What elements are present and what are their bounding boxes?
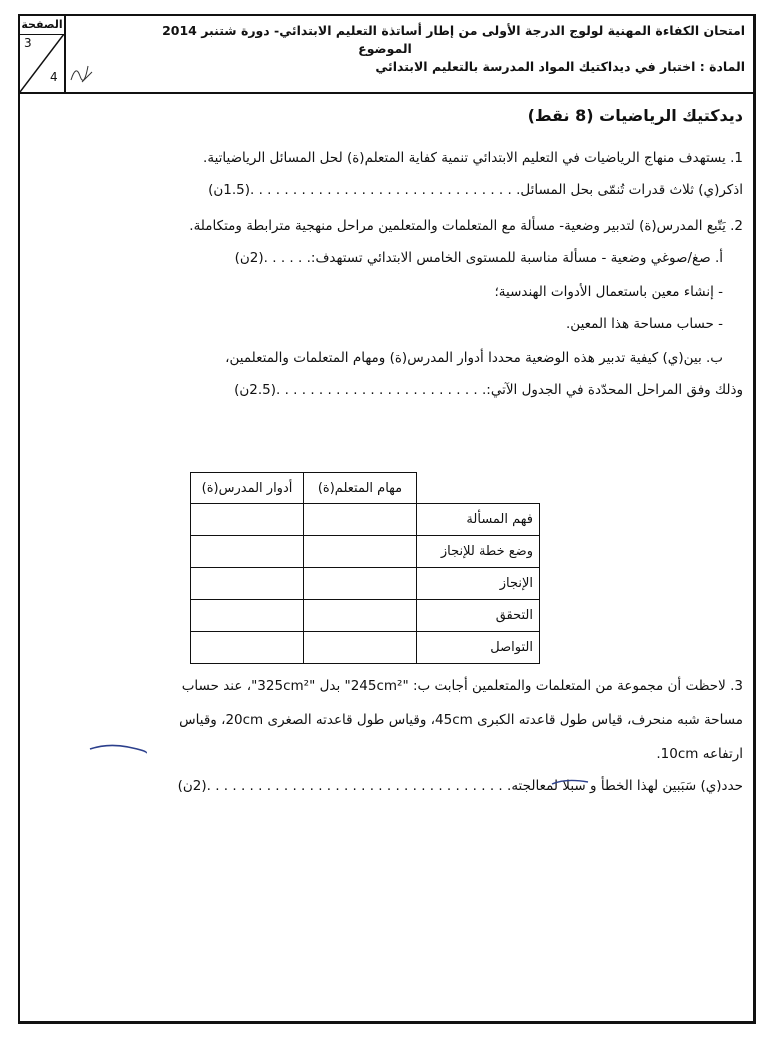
task-cell: [304, 504, 417, 536]
table-row: [191, 600, 540, 632]
q3-dots: . . . . . . . . . . . . . . . . . . . . . . . . . . . . . . . . . . . .: [206, 778, 512, 794]
q2-b-line2: [234, 382, 743, 398]
q3-points: (2ن): [177, 778, 207, 794]
table-row: [191, 504, 540, 536]
task-cell: [304, 632, 417, 664]
stages-table: [190, 472, 540, 664]
q3-line-3: ارتفاعه 10cm.: [656, 746, 743, 762]
table-row: [191, 568, 540, 600]
q2-a-points: (2ن): [234, 250, 264, 266]
q2-b-text: ب. بين(ي) كيفية تدبير هذه الوضعية محددا أدوار المدرس(ة) ومهام المتعلمات والمتعلمين،: [225, 350, 723, 366]
task-cell: [304, 568, 417, 600]
stage-cell: الإنجاز: [417, 568, 540, 600]
role-cell: [191, 632, 304, 664]
role-cell: [191, 504, 304, 536]
q2-a: [235, 250, 743, 266]
q3-line-4: [178, 778, 743, 794]
subject-line: المادة : اختبار في ديداكتيك المواد المدرسة بالتعليم الابتدائي: [375, 59, 745, 74]
table-header-tasks: مهام المتعلم(ة): [304, 473, 417, 504]
table-row: [191, 536, 540, 568]
pen-underline-mark: [550, 776, 590, 788]
header-text: [145, 22, 745, 76]
q3-line-1: 3. لاحظت أن مجموعة من المتعلمات والمتعلمين أجابت ب: "245cm²" بدل "325cm²"، عند حساب: [181, 678, 743, 694]
q2-b-points: (2.5ن): [234, 382, 277, 398]
table-header-roles: أدوار المدرس(ة): [191, 473, 304, 504]
q2-a-dots: . . . . . .: [263, 250, 311, 266]
q1-points: (1.5ن): [208, 182, 251, 198]
page-number-box: [20, 16, 66, 92]
q1-sub: [208, 182, 743, 198]
table-header-row: [191, 473, 540, 504]
stage-cell: التحقق: [417, 600, 540, 632]
stage-cell: فهم المسألة: [417, 504, 540, 536]
table-corner-cell: [417, 473, 540, 504]
role-cell: [191, 536, 304, 568]
q3-line-2: مساحة شبه منحرف، قياس طول قاعدته الكبرى 45cm، وقياس طول قاعدته الصغرى 20cm، وقياس: [179, 712, 743, 728]
stage-cell: التواصل: [417, 632, 540, 664]
task-cell: [304, 536, 417, 568]
stage-cell: وضع خطة للإنجاز: [417, 536, 540, 568]
page-current: 3: [24, 36, 32, 50]
handwritten-scribble: [68, 60, 94, 86]
pen-underline-mark: [88, 743, 148, 757]
exam-header: [20, 16, 753, 94]
q2-b-text2: وذلك وفق المراحل المحدّدة في الجدول الآتي:: [486, 382, 743, 398]
exam-page: [18, 14, 756, 1024]
exam-title: امتحان الكفاءة المهنية لولوج الدرجة الأولى من إطار أساتذة التعليم الابتدائي- دورة شتنبر 2014: [162, 23, 745, 38]
subject-label: الموضوع: [358, 41, 412, 56]
q1-text: 1. يستهدف منهاج الرياضيات في التعليم الابتدائي تنمية كفاية المتعلم(ة) لحل المسائل الرياضياتية.: [203, 150, 743, 166]
table-row: [191, 632, 540, 664]
page-total: 4: [50, 70, 58, 84]
q2-text: 2. يَتّبع المدرس(ة) لتدبير وضعية- مسألة مع المتعلمات والمتعلمين مراحل منهجية مترابطة ومتكاملة.: [189, 218, 743, 234]
q2-bullet-1: - إنشاء معين باستعمال الأدوات الهندسية؛: [494, 284, 723, 300]
section-title: ديدكتيك الرياضيات (8 نقط): [527, 106, 743, 125]
page-label: الصفحة: [20, 16, 64, 35]
q2-bullet-2: - حساب مساحة هذا المعين.: [566, 316, 723, 332]
role-cell: [191, 568, 304, 600]
role-cell: [191, 600, 304, 632]
q1-dots: . . . . . . . . . . . . . . . . . . . . . . . . . . . . . . . .: [250, 182, 521, 198]
q1-sub-text: اذكر(ي) ثلاث قدرات تُنمّى بحل المسائل: [520, 182, 743, 198]
task-cell: [304, 600, 417, 632]
q2-b-dots: . . . . . . . . . . . . . . . . . . . . . . . . .: [276, 382, 487, 398]
q2-a-text: أ. صغ/صوغي وضعية - مسألة مناسبة للمستوى الخامس الابتدائي تستهدف:: [310, 250, 723, 266]
q3-question: حدد(ي) سَبَبين لهذا الخطأ و سبلا لمعالجته: [511, 778, 743, 794]
